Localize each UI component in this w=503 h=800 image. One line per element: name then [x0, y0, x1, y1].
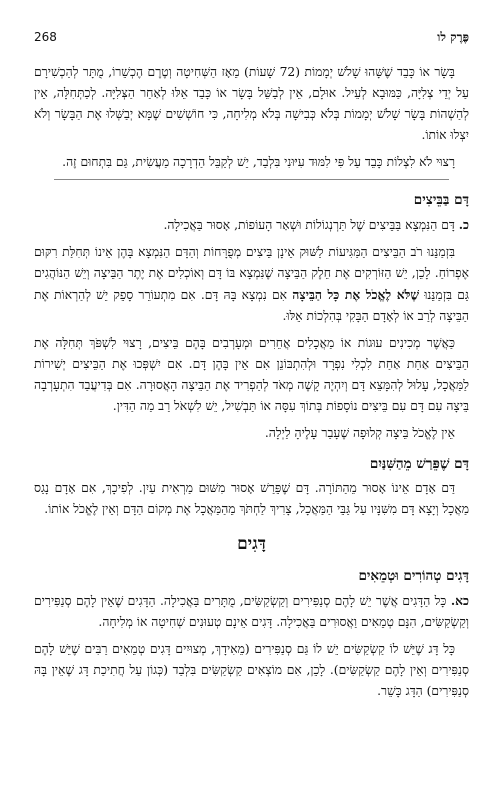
- section-heading-eggs: דָּם בַּבֵּיצִים: [413, 192, 469, 208]
- paragraph-text: אִם נִמְצָא בָּהּ דָּם. אִם מִתְעוֹרֵר סָפֵק יֵשׁ לְהַרְאוֹת אֶת הַבֵּיצָה לְרַב אוֹ לְאָדָם הַבָּקִי בְּהִלְכוֹת אֵלּוּ.: [34, 288, 469, 323]
- clause-number: כ.: [458, 217, 469, 232]
- paragraph-text: דָּם הַנִּמְצָא בַּבֵּיצִים שֶׁל תַּרְנְגוֹלוֹת וּשְׁאַר הָעוֹפוֹת, אָסוּר בַּאֲכִילָה.: [163, 218, 455, 232]
- section-divider: [54, 179, 449, 180]
- section-heading-teeth: דָּם שֶׁפֵּרַשׁ מֵהַשִּׁנַּיִם: [369, 456, 469, 472]
- paragraph: [34, 242, 469, 327]
- paragraph: רָצוּי לֹא לִצְלוֹת כָּבֵד עַל פִּי לִמּוּד עִיּוּנִי בִּלְבַד, יֵשׁ לְקַבֵּל הַדְרָכָה מַעֲשִׂית, גַּם בִּתְחוּם זֶה.: [62, 155, 455, 169]
- paragraph: [34, 214, 469, 236]
- paragraph: בָּשָׂר אוֹ כָּבֵד שֶׁשָּׁהוּ שָׁלֹשׁ יְמָמוֹת (72 שָׁעוֹת) מֵאָז הַשְּׁחִיטָה וְטֶרֶם הֶכְשֵׁרוֹ, מֻתָּר לְהַכְשִׁירָם עַל יְדֵי צְלִיָּה, כַּמּוּבָא לְעֵיל. אוּלָם, אֵין לְבַשֵּׁל בָּשָׂר אוֹ כָּבֵד אֵלּוּ לְאַחַר הַצְּלִיָּה. לְכַתְּחִלָּה, אֵין לְהַשְׁהוֹת בָּשָׂר שָׁלֹשׁ יְמָמוֹת בְּלֹא כְּבִישָׁה בְּלֹא מְלִיחָה, כִּי חוֹשְׁשִׁים שֶׁמָּא יְבַשְּׁלוּ אֶת הַבָּשָׂר וְלֹא יִצְלוּ אוֹתוֹ.: [34, 65, 469, 142]
- paragraph: אֵין לֶאֱכֹל בֵּיצָה קְלוּפָה שֶׁעָבַר עָלֶיהָ לַיְלָה.: [264, 426, 455, 440]
- paragraph: [34, 590, 469, 633]
- chapter-section-title: דָּגִים: [237, 534, 266, 554]
- page-header: [34, 30, 469, 46]
- clause-number: כא.: [450, 593, 469, 608]
- paragraph-text: כָּל הַדָּגִים אֲשֶׁר יֵשׁ לָהֶם סְנַפִּירִים וְקַשְׂקַשִּׂים, מֻתָּרִים בַּאֲכִילָה. הַדָּגִים שֶׁאֵין לָהֶם סְנַפִּירִים וְקַשְׂקַשִּׂים, הִנָּם טְמֵאִים וַאֲסוּרִים בַּאֲכִילָה. דָּגִים אֵינָם טְעוּנִים שְׁחִיטָה אוֹ מְלִיחָה.: [34, 594, 469, 629]
- section-heading-fish: דָּגִים טְהוֹרִים וּטְמֵאִים: [358, 568, 469, 584]
- page-number: 268: [34, 30, 57, 44]
- paragraph: כַּאֲשֶׁר מְכִינִים עוּגוֹת אוֹ מַאֲכָלִים אֲחֵרִים וּמְעָרְבִים בָּהֶם בֵּיצִים, רָצוּי לִשְׁפֹּךְ תְּחִלָּה אֶת הַבֵּיצִים אַחַת אַחַת לִכְלִי נִפְרָד וּלְהִתְבּוֹנֵן אִם אֵין בָּהֶן דָּם. אִם יִשְׁפְּכוּ אֶת הַבֵּיצִים יְשִׁירוֹת לַמַּאֲכָל, עָלוּל לְהִמָּצֵא דָּם וְיִהְיֶה קָשֶׁה מְאֹד לְהַפְרִיד אֶת הַבֵּיצָה הָאֲסוּרָה. אִם בְּדִיעֲבַד הִתְעָרְבָה בֵּיצָה עִם דָּם עִם בֵּיצִים נוֹסָפוֹת בְּתוֹךְ עִסָּה אוֹ תַּבְשִׁיל, יֵשׁ לִשְׁאֹל רַב מַה הַדִּין.: [34, 336, 469, 413]
- paragraph-text: בִּזְמַנֵּנוּ רֹב הַבֵּיצִים הַמַּגִּיעוֹת לַשּׁוּק אֵינָן בֵּיצִים מְפֻרָּחוֹת וְהַדָּם הַנִּמְצָא בָּהֶן אֵינוֹ תְּחִלַּת רִקּוּם אֶפְרוֹחַ. לָכֵן, יֵשׁ הַזּוֹרְקִים אֶת חֵלֶק הַבֵּיצָה שֶׁנִּמְצָא בּוֹ דָּם וְאוֹכְלִים אֶת יֶתֶר הַבֵּיצָה וְיֵשׁ הַנּוֹהֲגִים גַּם בִּזְמַנֵּנוּ: [34, 245, 469, 302]
- emphasis-text: שֶׁלֹּא לֶאֱכֹל אֶת כָּל הַבֵּיצָה: [292, 287, 420, 302]
- paragraph: דַּם אָדָם אֵינוֹ אָסוּר מֵהַתּוֹרָה. דָּם שֶׁפֵּרַשׁ אָסוּר מִשּׁוּם מַרְאִית עַיִן. לְפִיכָךְ, אִם אָדָם נָגַס מַאֲכָל וְיָצָא דָּם מִשִּׁנָּיו עַל גַּבֵּי הַמַּאֲכָל, צָרִיךְ לַחְתֹּךְ מֵהַמַּאֲכָל אֶת מְקוֹם הַדָּם וְאֵין לֶאֱכֹל אוֹתוֹ.: [34, 481, 469, 516]
- chapter-title: פֶּרֶק לו: [437, 30, 469, 44]
- page-body: [34, 62, 469, 708]
- paragraph: כָּל דָּג שֶׁיֵּשׁ לוֹ קַשְׂקַשִּׂים יֵשׁ לוֹ גַּם סְנַפִּירִים (מֵאִידָךְ, מְצוּיִים דָּגִים טְמֵאִים רַבִּים שֶׁיֵּשׁ לָהֶם סְנַפִּירִים וְאֵין לָהֶם קַשְׂקַשִּׂים). לָכֵן, אִם מוֹצְאִים קַשְׂקַשִּׂים בִּלְבַד (כְּגוֹן עַל חֲתִיכַת דָּג שֶׁאֵין בָּהּ סְנַפִּירִים) הַדָּג כָּשֵׁר.: [34, 642, 469, 698]
